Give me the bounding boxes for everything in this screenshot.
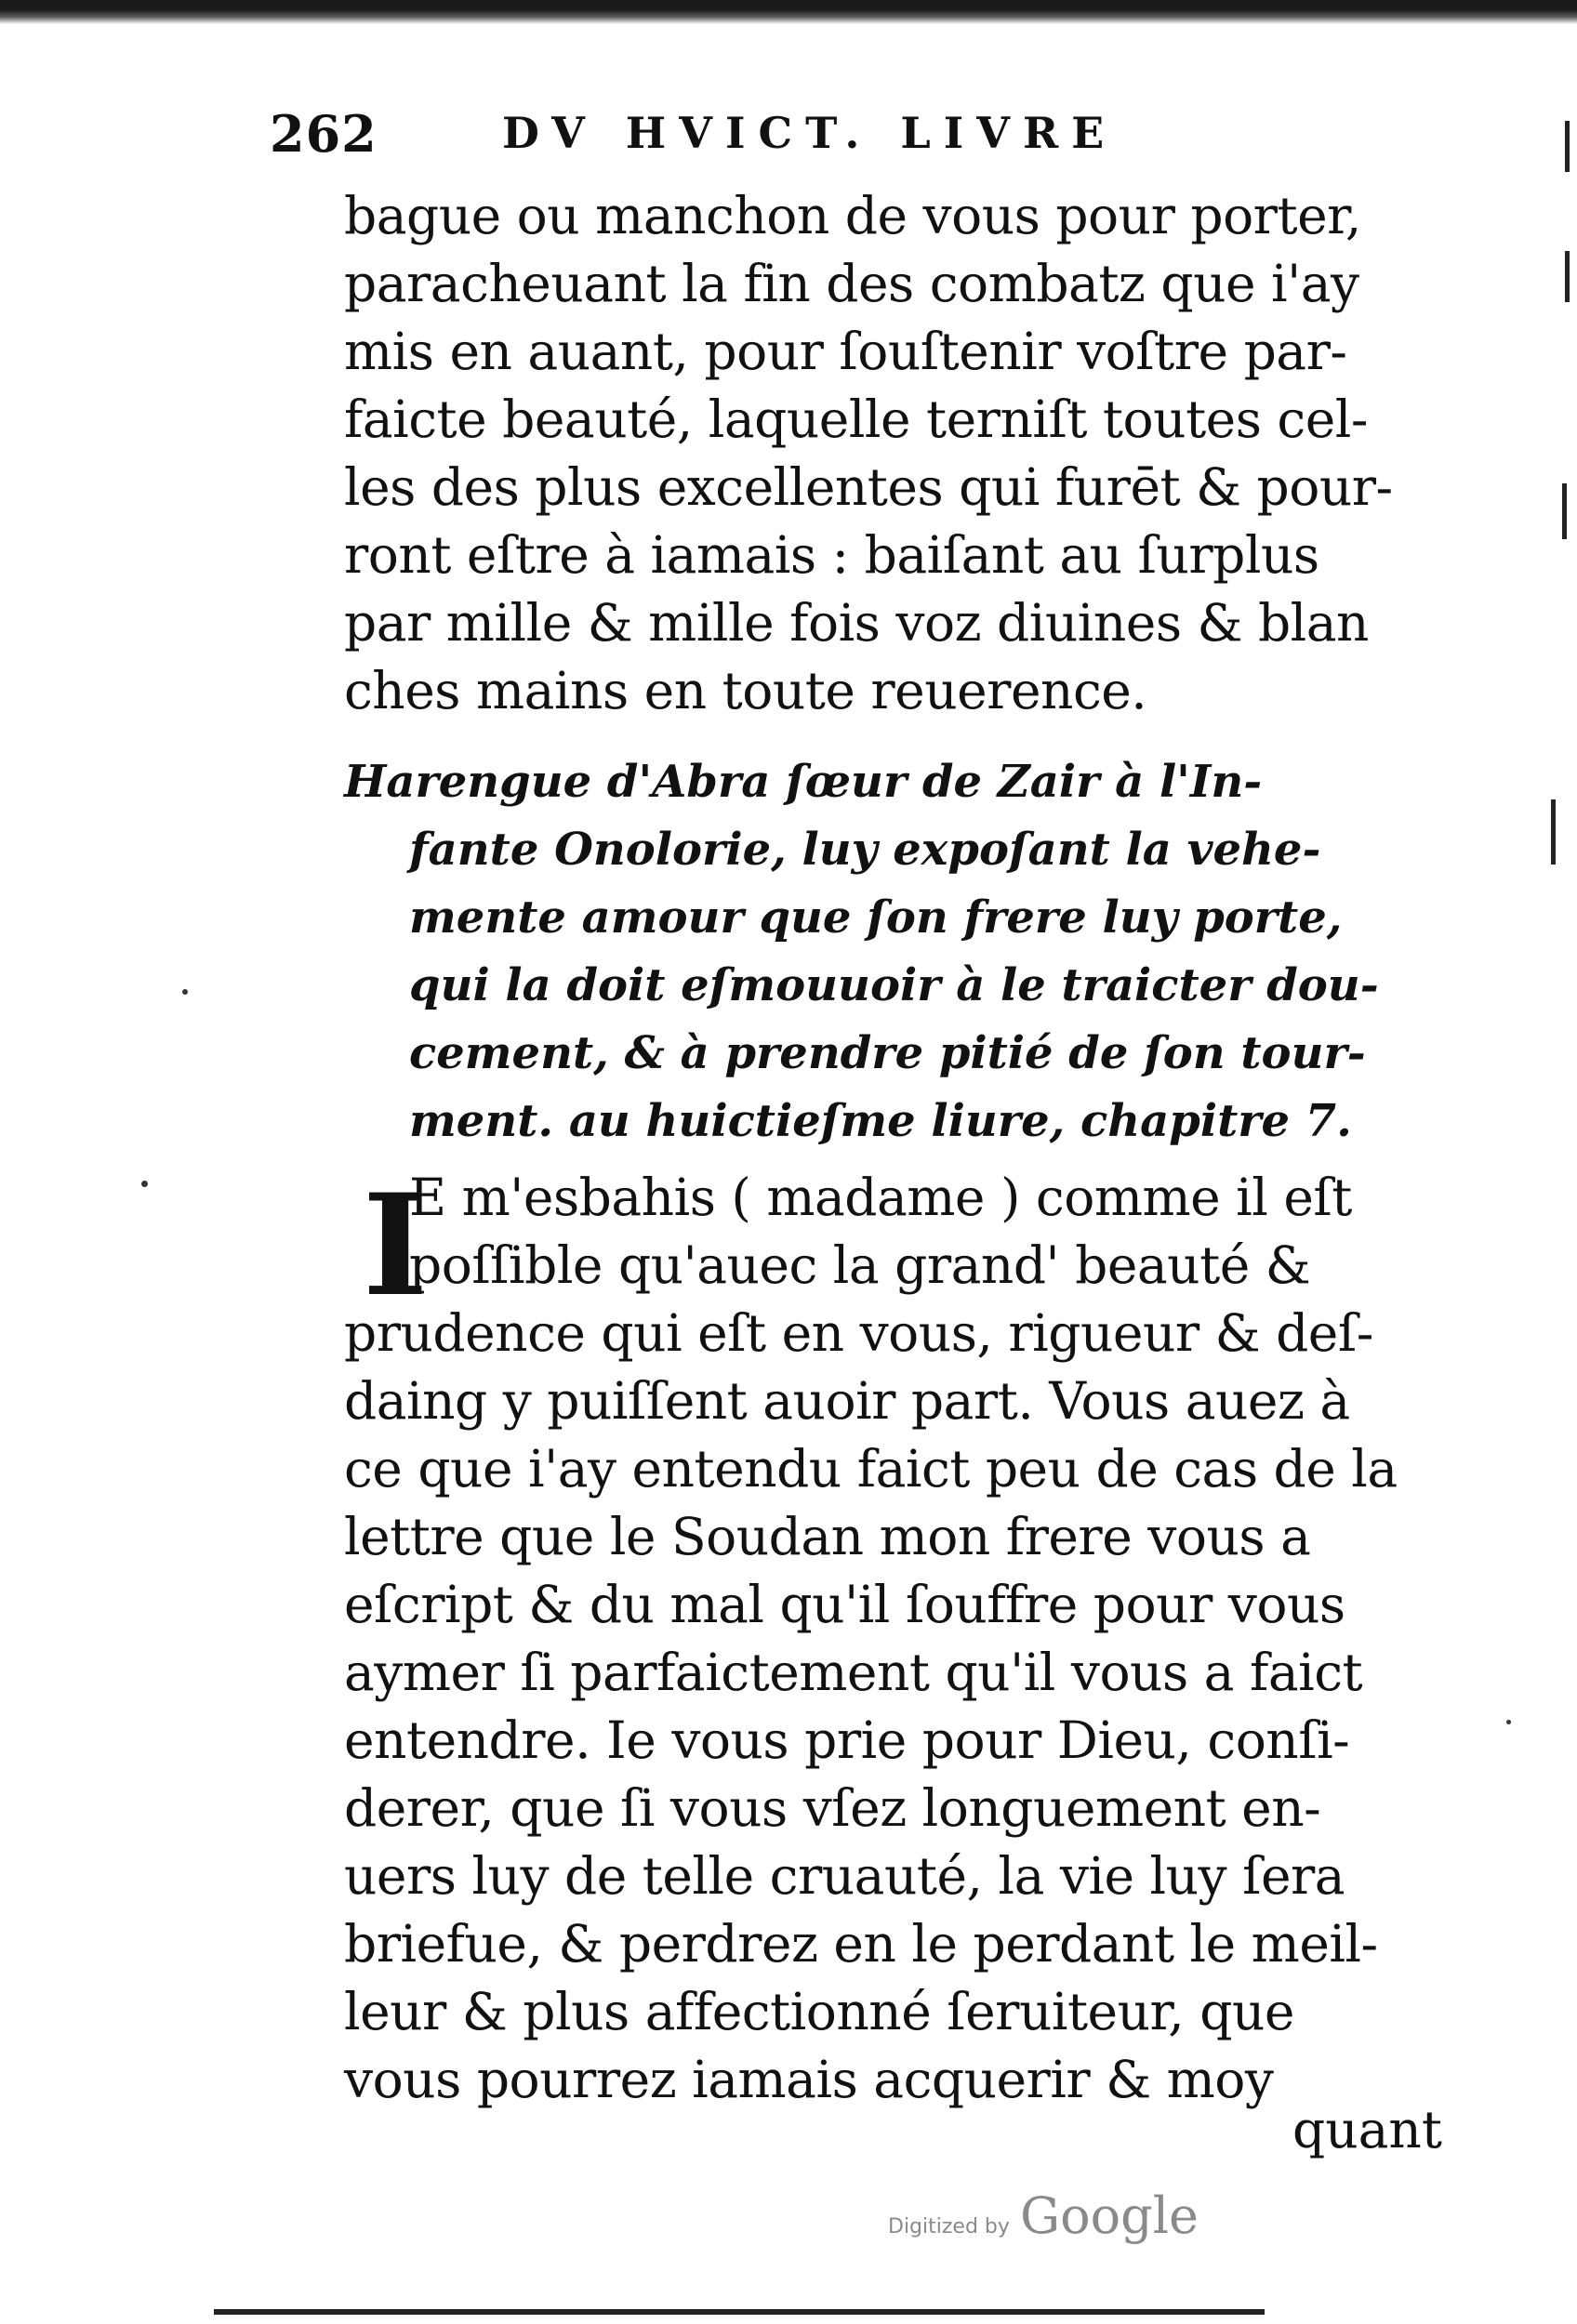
scan-edge-mark — [1551, 799, 1556, 865]
text-line: les des plus excellentes qui furēt & pour- — [344, 457, 1393, 517]
watermark-prefix: Digitized by — [888, 2215, 1010, 2238]
text-line: aymer ſi parfaictement qu'il vous a faict — [344, 1643, 1363, 1702]
running-title: DV HVICT. LIVRE — [502, 108, 1118, 158]
oration-text — [344, 1164, 1423, 2114]
ink-speck — [182, 989, 188, 995]
rubric-line: mente amour que ſon frere luy porte, — [409, 891, 1343, 944]
rubric-line: cement, & à prendre pitié de ſon tour- — [409, 1027, 1366, 1079]
rubric-line: qui la doit eſmouuoir à le traicter dou- — [409, 959, 1379, 1011]
text-line: mis en auant, pour ſouſtenir voſtre par- — [344, 322, 1347, 381]
digitized-watermark — [888, 2186, 1199, 2245]
scan-edge-bottom — [214, 2309, 1265, 2315]
rubric-line: ment. au huictieſme liure, chapitre 7. — [409, 1095, 1352, 1147]
page-number: 262 — [270, 104, 378, 164]
catchword: quant — [1292, 2100, 1442, 2159]
text-line: ce que i'ay entendu faict peu de cas de la — [344, 1439, 1398, 1499]
text-line: poſſible qu'auec la grand' beauté & — [409, 1235, 1311, 1295]
text-line: E m'esbahis ( madame ) comme il eſt — [409, 1168, 1352, 1227]
text-line: entendre. Ie vous prie pour Dieu, conſi- — [344, 1710, 1350, 1770]
scan-edge-top — [0, 0, 1577, 24]
rubric-line: fante Onolorie, luy expoſant la vehe- — [409, 824, 1321, 876]
scan-edge-mark — [1562, 483, 1567, 539]
rubric-line: Harengue d'Abra ſœur de Zair à l'In- — [344, 756, 1263, 808]
google-logo: Google — [1020, 2186, 1199, 2245]
text-line: derer, que ſi vous vſez longuement en- — [344, 1778, 1321, 1838]
text-line: bague ou manchon de vous pour porter, — [344, 186, 1361, 245]
ink-speck — [1506, 1720, 1511, 1724]
page-header — [270, 104, 1255, 178]
text-line: eſcript & du mal qu'il ſouffre pour vous — [344, 1575, 1345, 1634]
text-line: ront eſtre à iamais : baiſant au ſurplus — [344, 525, 1319, 585]
text-line: par mille & mille fois voz diuines & blan — [344, 593, 1369, 653]
text-line: faicte beauté, laquelle terniſt toutes cel- — [344, 390, 1368, 449]
section-rubric — [344, 748, 1423, 1155]
text-line: prudence qui eſt en vous, rigueur & deſ- — [344, 1303, 1373, 1363]
text-line: ches mains en toute reuerence. — [344, 661, 1147, 720]
text-line: daing y puiſſent auoir part. Vous auez à — [344, 1371, 1350, 1431]
drop-cap: I — [363, 1164, 429, 1327]
text-line: uers luy de telle cruauté, la vie luy ſera — [344, 1846, 1345, 1906]
text-line: paracheuant la fin des combatz que i'ay — [344, 254, 1359, 313]
text-line: lettre que le Soudan mon frere vous a — [344, 1507, 1311, 1566]
scan-edge-mark — [1565, 121, 1570, 172]
scan-edge-mark — [1565, 251, 1570, 302]
ink-speck — [141, 1181, 148, 1187]
text-line: vous pourrez iamais acquerir & moy — [344, 2050, 1274, 2109]
text-line: briefue, & perdrez en le perdant le meil- — [344, 1914, 1378, 1974]
text-line: leur & plus affectionné ſeruiteur, que — [344, 1982, 1294, 2041]
letter-closing-text — [344, 182, 1423, 725]
